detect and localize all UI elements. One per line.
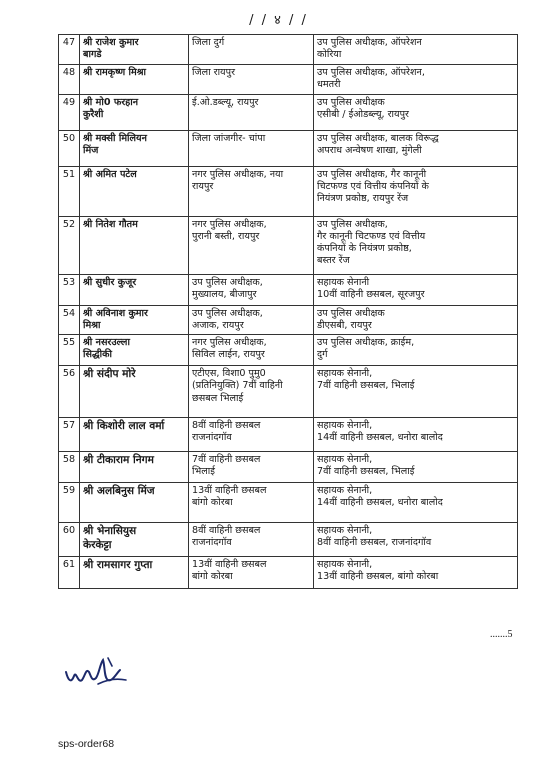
new-posting — [314, 366, 518, 418]
new-posting — [314, 557, 518, 589]
officer-name-line: बागडे — [83, 49, 102, 61]
serial-number: 52 — [59, 216, 80, 274]
new-posting — [314, 35, 518, 65]
officer-name — [80, 94, 189, 130]
new-posting-line: उप पुलिस अधीक्षक, गैर कानूनी — [317, 168, 427, 180]
officer-name — [80, 35, 189, 65]
current-posting-line: भिलाई — [192, 466, 215, 478]
table-row — [59, 94, 518, 130]
officer-name — [80, 483, 189, 523]
officer-name-line: श्री राजेश कुमार — [83, 37, 139, 48]
new-posting — [314, 483, 518, 523]
officer-name — [80, 65, 189, 95]
current-posting-line: सिविल लाईन, रायपुर — [192, 349, 265, 361]
officer-name-line: केरकेट्टा — [83, 538, 112, 551]
page-number: / / ४ / / — [249, 13, 308, 28]
new-posting-line: 13वीं वाहिनी छसबल, बांगो कोरबा — [317, 571, 439, 583]
current-posting-line: 13वीं वाहिनी छसबल — [192, 559, 267, 571]
officer-name — [80, 305, 189, 335]
new-posting-line: उप पुलिस अधीक्षक — [317, 96, 385, 108]
current-posting-line: मुख्यालय, बीजापुर — [192, 288, 257, 300]
new-posting-line: सहायक सेनानी, — [317, 485, 373, 497]
table-row — [59, 305, 518, 335]
table-row — [59, 418, 518, 452]
officer-name — [80, 130, 189, 166]
officer-name-line: मिश्रा — [83, 319, 101, 331]
officer-name-line: श्री टीकाराम निगम — [83, 454, 154, 467]
new-posting-line: उप पुलिस अधीक्षक, बालक विरूद्ध — [317, 132, 439, 144]
serial-number: 53 — [59, 274, 80, 305]
current-posting — [189, 65, 314, 95]
serial-number: 47 — [59, 35, 80, 65]
current-posting — [189, 335, 314, 366]
new-posting — [314, 523, 518, 557]
serial-number: 59 — [59, 483, 80, 523]
new-posting — [314, 418, 518, 452]
officer-name — [80, 335, 189, 366]
new-posting-line: अपराध अन्वेषण शाखा, मुंगेली — [317, 144, 422, 156]
officer-name-line: श्री मो0 फरहान — [83, 96, 139, 108]
current-posting-line: जिला जांजगीर- चांपा — [192, 132, 266, 144]
current-posting-line: नगर पुलिस अधीक्षक, — [192, 218, 267, 230]
table-row — [59, 274, 518, 305]
table-row — [59, 366, 518, 418]
officer-name-line: श्री रामसागर गुप्ता — [83, 559, 153, 572]
new-posting-line: सहायक सेनानी, — [317, 368, 373, 380]
officer-name — [80, 366, 189, 418]
current-posting — [189, 274, 314, 305]
table-row — [59, 523, 518, 557]
officer-name-line: श्री अविनाश कुमार — [83, 307, 148, 319]
current-posting — [189, 216, 314, 274]
current-posting — [189, 166, 314, 216]
officer-name-line: श्री संदीप मोरे — [83, 368, 136, 381]
new-posting-line: उप पुलिस अधीक्षक, ऑपरेशन, — [317, 67, 425, 78]
serial-number: 49 — [59, 94, 80, 130]
new-posting-line: कंपनियों के नियंत्रण प्रकोष्ठ, — [317, 243, 412, 255]
new-posting-line: धमतरी — [317, 79, 341, 91]
table-row — [59, 557, 518, 589]
serial-number: 48 — [59, 65, 80, 95]
current-posting-line: एटीएस, विशा0 पुमु0 — [192, 368, 266, 380]
table-row — [59, 130, 518, 166]
current-posting-line: छसबल भिलाई — [192, 392, 244, 404]
current-posting — [189, 305, 314, 335]
serial-number: 55 — [59, 335, 80, 366]
new-posting-line: एसीबी / ईओडब्ल्यू, रायपुर — [317, 108, 409, 120]
current-posting — [189, 483, 314, 523]
current-posting-line: 8वीं वाहिनी छसबल — [192, 525, 261, 537]
current-posting-line: उप पुलिस अधीक्षक, — [192, 307, 263, 319]
officer-name-line: श्री मक्सी मिलियन — [83, 132, 147, 144]
officer-name-line: कुरैशी — [83, 108, 104, 120]
current-posting-line: (प्रतिनियुक्ति) 7वीं वाहिनी — [192, 380, 283, 392]
current-posting-line: नगर पुलिस अधीक्षक, नया — [192, 168, 284, 180]
current-posting-line: 13वीं वाहिनी छसबल — [192, 485, 267, 497]
current-posting-line: उप पुलिस अधीक्षक, — [192, 276, 263, 288]
serial-number: 61 — [59, 557, 80, 589]
current-posting — [189, 130, 314, 166]
new-posting-line: सहायक सेनानी, — [317, 525, 373, 537]
new-posting-line: 7वीं वाहिनी छसबल, भिलाई — [317, 380, 415, 392]
new-posting-line: गैर कानूनी चिटफण्ड एवं वित्तीय — [317, 230, 426, 242]
new-posting-line: 14वीं वाहिनी छसबल, धनोरा बालोद — [317, 432, 443, 444]
transfer-table-body — [59, 35, 518, 589]
serial-number: 50 — [59, 130, 80, 166]
new-posting-line: कोरिया — [317, 49, 342, 61]
officer-name-line: श्री अमित पटेल — [83, 168, 137, 180]
officer-name — [80, 418, 189, 452]
new-posting-line: चिटफण्ड एवं वित्तीय कंपनियों के — [317, 180, 429, 192]
new-posting — [314, 335, 518, 366]
current-posting-line: 8वीं वाहिनी छसबल — [192, 420, 261, 432]
current-posting — [189, 418, 314, 452]
officer-name — [80, 452, 189, 483]
new-posting-line: सहायक सेनानी, — [317, 454, 373, 466]
current-posting-line: अजाक, रायपुर — [192, 319, 244, 331]
officer-name-line: श्री अलबिनुस मिंज — [83, 485, 155, 498]
current-posting-line: जिला रायपुर — [192, 67, 235, 78]
new-posting-line: सहायक सेनानी — [317, 276, 370, 288]
table-row — [59, 483, 518, 523]
new-posting-line: सहायक सेनानी, — [317, 559, 373, 571]
new-posting — [314, 452, 518, 483]
officer-name — [80, 216, 189, 274]
new-posting-line: सहायक सेनानी, — [317, 420, 373, 432]
new-posting-line: 10वीं वाहिनी छसबल, सूरजपुर — [317, 288, 425, 300]
current-posting — [189, 557, 314, 589]
new-posting — [314, 305, 518, 335]
order-code: sps-order68 — [58, 738, 115, 750]
new-posting-line: दुर्ग — [317, 349, 328, 361]
table-row — [59, 452, 518, 483]
current-posting-line: ई.ओ.डब्ल्यू, रायपुर — [192, 96, 259, 108]
new-posting — [314, 94, 518, 130]
current-posting — [189, 94, 314, 130]
current-posting-line: 7वीं वाहिनी छसबल — [192, 454, 261, 466]
current-posting-line: बांगो कोरबा — [192, 497, 233, 509]
new-posting-line: उप पुलिस अधीक्षक — [317, 307, 385, 319]
signature — [62, 650, 132, 692]
new-posting — [314, 130, 518, 166]
new-posting — [314, 65, 518, 95]
new-posting-line: उप पुलिस अधीक्षक, — [317, 218, 388, 230]
table-row — [59, 35, 518, 65]
officer-name-line: श्री सुधीर कुजूर — [83, 276, 137, 288]
continuation-marker: .......5 — [490, 629, 513, 640]
current-posting-line: बांगो कोरबा — [192, 571, 233, 583]
new-posting-line: 7वीं वाहिनी छसबल, भिलाई — [317, 466, 415, 478]
new-posting-line: डीएसबी, रायपुर — [317, 319, 372, 331]
table-row — [59, 166, 518, 216]
serial-number: 56 — [59, 366, 80, 418]
current-posting-line: राजनांदगॉव — [192, 432, 232, 444]
transfer-table — [58, 34, 518, 589]
officer-name — [80, 274, 189, 305]
current-posting — [189, 523, 314, 557]
serial-number: 58 — [59, 452, 80, 483]
new-posting — [314, 274, 518, 305]
serial-number: 57 — [59, 418, 80, 452]
officer-name — [80, 166, 189, 216]
current-posting-line: रायपुर — [192, 180, 214, 192]
officer-name-line: श्री भेनासियुस — [83, 525, 137, 538]
new-posting — [314, 216, 518, 274]
table-row — [59, 216, 518, 274]
current-posting-line: राजनांदगॉव — [192, 537, 232, 549]
new-posting-line: नियंत्रण प्रकोष्ठ, रायपुर रेंज — [317, 193, 409, 205]
current-posting — [189, 452, 314, 483]
current-posting-line: पुरानी बस्ती, रायपुर — [192, 230, 260, 242]
serial-number: 60 — [59, 523, 80, 557]
current-posting-line: नगर पुलिस अधीक्षक, — [192, 337, 267, 349]
table-row — [59, 335, 518, 366]
new-posting-line: 8वीं वाहिनी छसबल, राजनांदगॉव — [317, 537, 432, 549]
officer-name-line: मिंज — [83, 144, 99, 156]
officer-name-line: श्री नितेश गौतम — [83, 218, 138, 230]
serial-number: 54 — [59, 305, 80, 335]
current-posting-line: जिला दुर्ग — [192, 37, 225, 48]
officer-name-line: सिद्धीकी — [83, 349, 112, 361]
officer-name-line: श्री नसरउल्ला — [83, 337, 130, 349]
officer-name — [80, 557, 189, 589]
new-posting-line: उप पुलिस अधीक्षक, क्राईम, — [317, 337, 415, 349]
officer-name — [80, 523, 189, 557]
table-row — [59, 65, 518, 95]
officer-name-line: श्री किशोरी लाल वर्मा — [83, 420, 165, 433]
new-posting-line: उप पुलिस अधीक्षक, ऑपरेशन — [317, 37, 422, 48]
current-posting — [189, 35, 314, 65]
new-posting-line: 14वीं वाहिनी छसबल, धनोरा बालोद — [317, 497, 443, 509]
new-posting — [314, 166, 518, 216]
serial-number: 51 — [59, 166, 80, 216]
new-posting-line: बस्तर रेंज — [317, 255, 350, 267]
current-posting — [189, 366, 314, 418]
officer-name-line: श्री रामकृष्ण मिश्रा — [83, 67, 146, 78]
